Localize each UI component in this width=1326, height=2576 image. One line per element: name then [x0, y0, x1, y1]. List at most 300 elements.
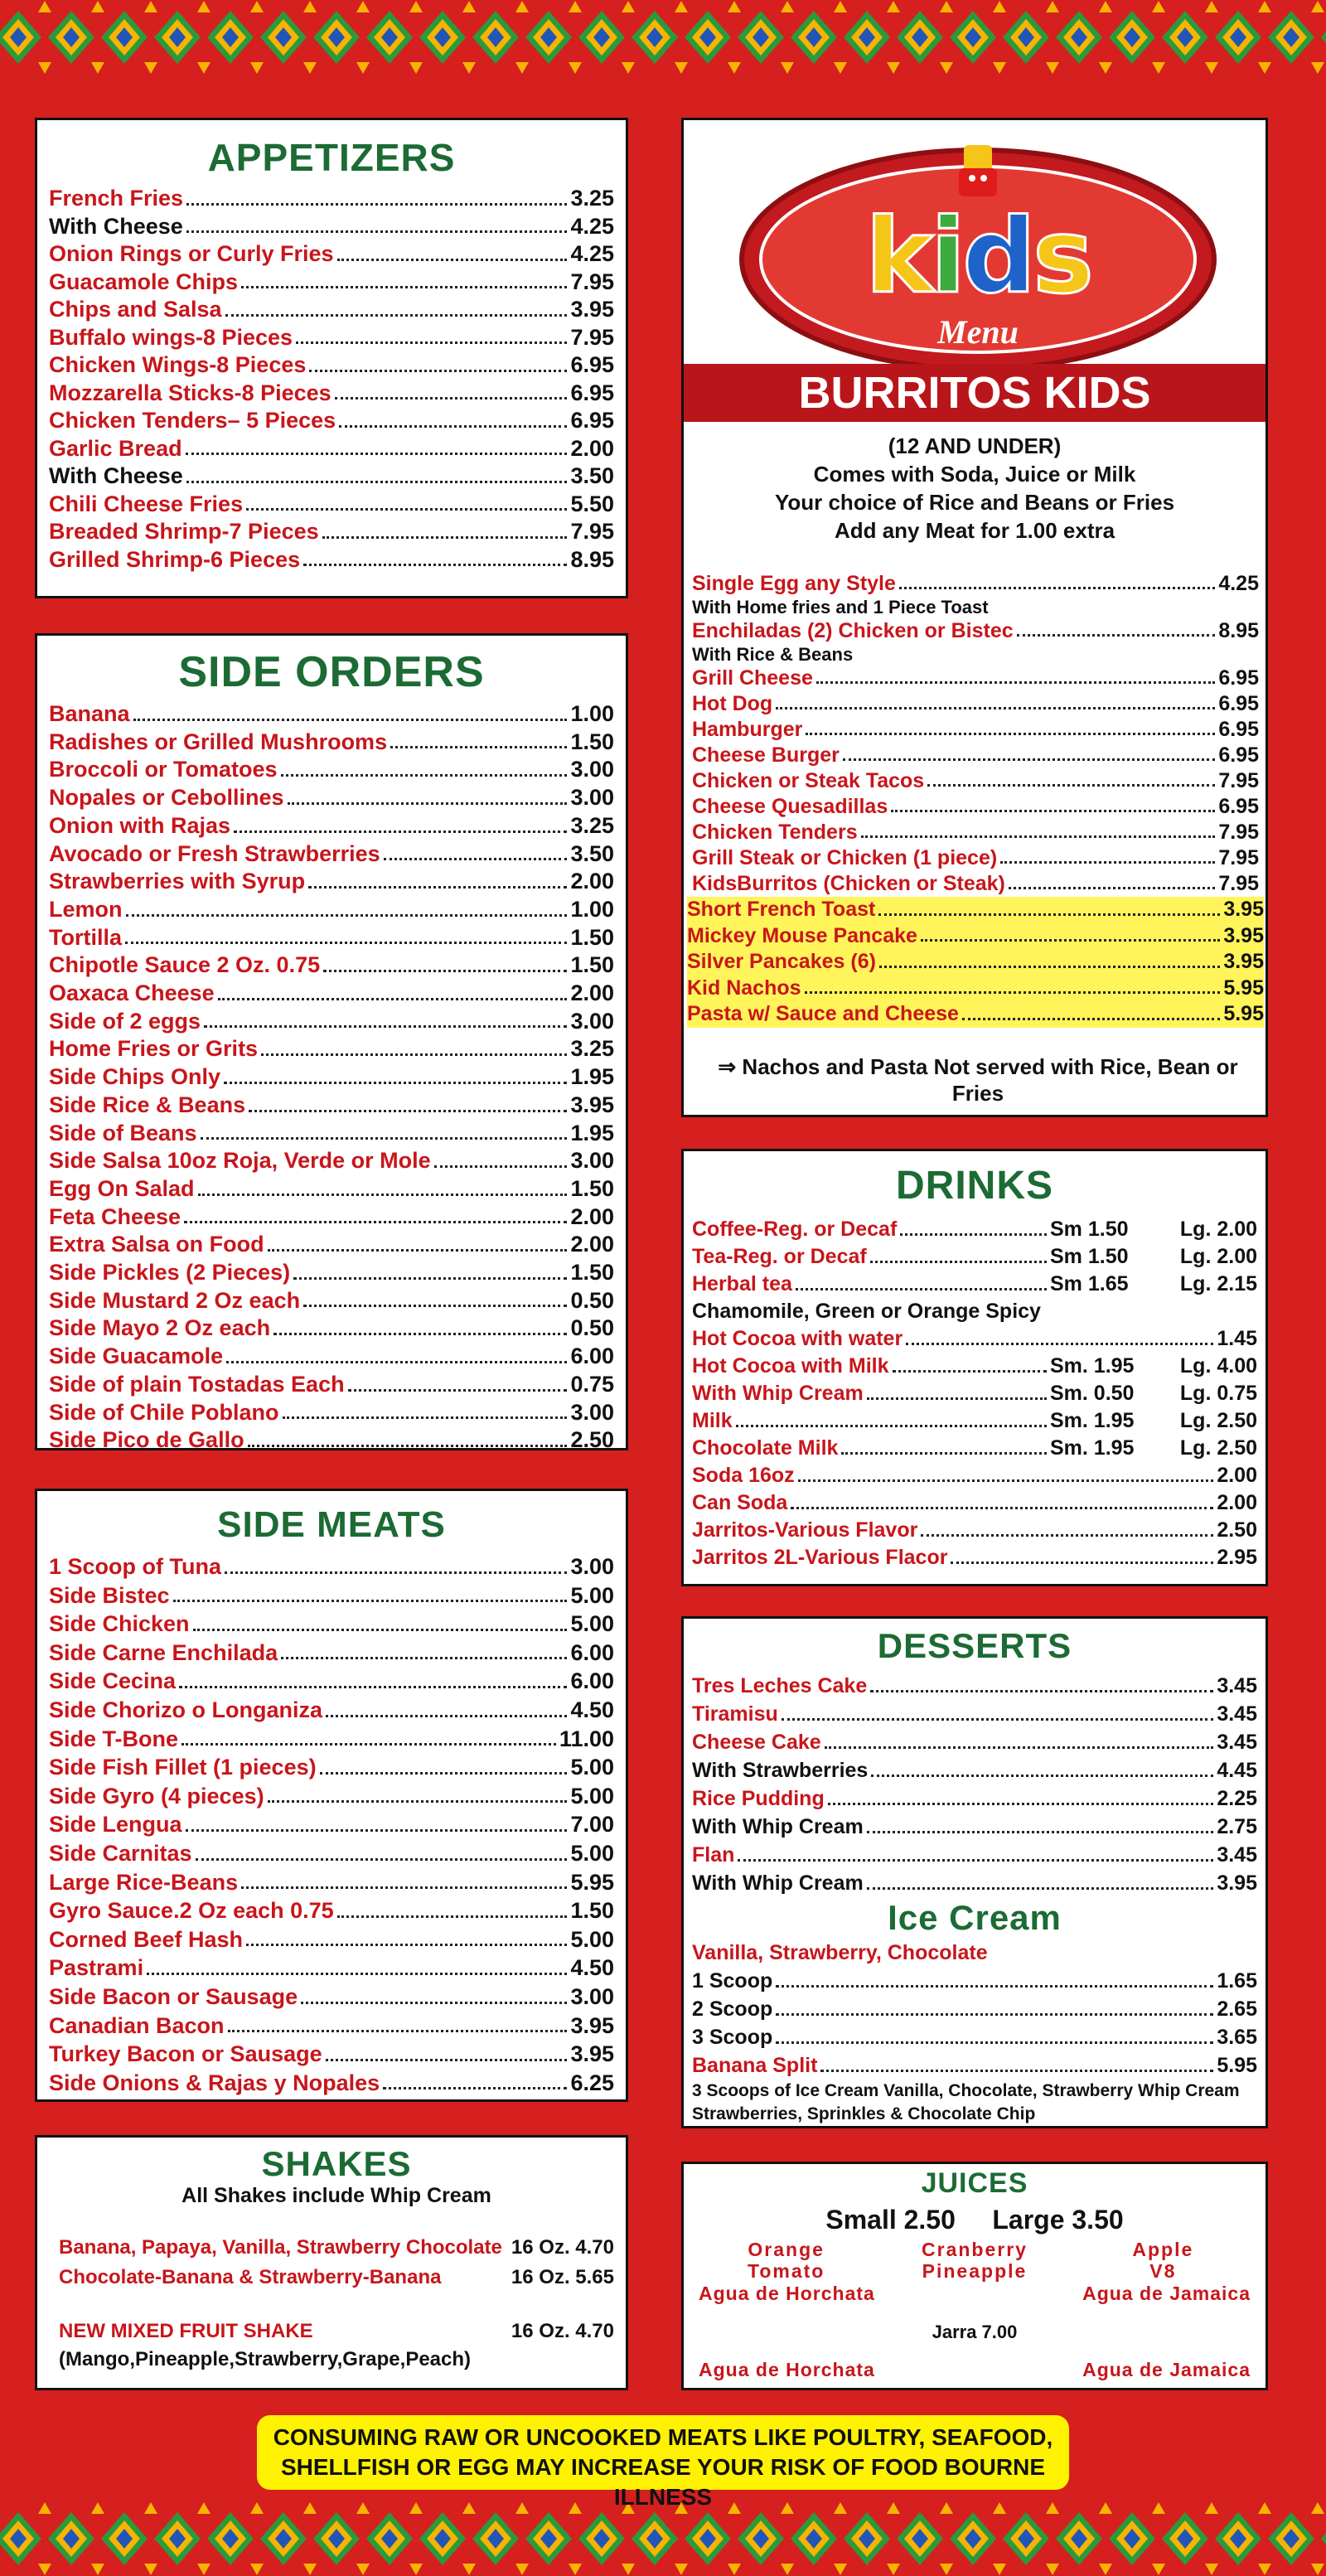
menu-item-name: Side Onions & Rajas y Nopales [49, 2070, 380, 2095]
drink-item: Jarritos 2L-Various Flacor 2.95 [692, 1546, 1257, 1569]
menu-item-name: Flan [692, 1843, 735, 1867]
menu-item-price: 4.50 [570, 1955, 614, 1981]
menu-item [692, 2051, 1257, 2080]
menu-item-price: 1.65 [1217, 1969, 1257, 1993]
menu-item-name: Broccoli or Tomatoes [49, 757, 278, 782]
menu-item [687, 976, 1264, 1002]
kids-logo-sub: Menu [937, 313, 1019, 351]
border-diamond [1321, 2512, 1326, 2565]
menu-item [49, 1063, 614, 1092]
menu-item-price: 4.50 [570, 1697, 614, 1722]
menu-item-price: 2.00 [570, 1232, 614, 1257]
border-diamond [0, 2512, 41, 2565]
menu-item [692, 1784, 1257, 1813]
bottom-border-pattern [0, 2501, 1326, 2576]
border-diamond [632, 2512, 678, 2565]
menu-item-name: Onion Rings or Curly Fries [49, 241, 334, 266]
menu-item [49, 1610, 614, 1639]
menu-item-price: 6.25 [570, 2070, 614, 2095]
menu-item [692, 717, 1259, 743]
menu-item-name: Side Gyro (4 pieces) [49, 1783, 264, 1809]
menu-item [49, 1120, 614, 1148]
menu-item [49, 1008, 614, 1036]
drink-item: Soda 16oz 2.00 [692, 1464, 1257, 1487]
menu-item-price: 3.00 [570, 1983, 614, 2009]
menu-item [49, 1696, 614, 1725]
border-diamond [48, 11, 94, 64]
menu-item-name: Oaxaca Cheese [49, 981, 215, 1006]
juices-row-4 [692, 2358, 1257, 2381]
dot-leader [1009, 887, 1215, 889]
menu-item-name: Side Salsa 10oz Roja, Verde or Mole [49, 1148, 431, 1174]
dot-leader [186, 1829, 568, 1832]
menu-item-price: 6.00 [570, 1344, 614, 1369]
menu-item-price: 3.45 [1217, 1702, 1257, 1726]
menu-item [49, 324, 614, 352]
border-diamond [366, 11, 413, 64]
menu-item-name: Side of plain Tostadas Each [49, 1371, 345, 1397]
menu-item-price: 3.00 [570, 1148, 614, 1174]
menu-item-price: 2.00 [570, 981, 614, 1006]
menu-item-price: 6.95 [570, 352, 614, 377]
border-diamond [685, 11, 731, 64]
border-diamond [207, 2512, 254, 2565]
menu-item-name: Turkey Bacon or Sausage [49, 2041, 322, 2067]
dot-leader [261, 1053, 567, 1056]
menu-item [49, 1203, 614, 1232]
menu-item-name: 3 Scoop [692, 2026, 773, 2049]
menu-item-price: 2.25 [1217, 1787, 1257, 1810]
menu-item-name: Chipotle Sauce 2 Oz. 0.75 [49, 952, 321, 978]
dot-leader [179, 1686, 567, 1688]
dot-leader [383, 2087, 567, 2089]
menu-item-price: 2.65 [1217, 1997, 1257, 2021]
menu-item-price: 5.50 [570, 491, 614, 516]
menu-item-name: Garlic Bread [49, 435, 182, 461]
border-diamond [685, 2512, 731, 2565]
border-diamond [632, 11, 678, 64]
menu-item-price: 2.00 [570, 869, 614, 894]
kids-intro-line: Comes with Soda, Juice or Milk [813, 462, 1136, 487]
menu-item-name: 1 Scoop of Tuna [49, 1554, 221, 1579]
menu-item-price: 2.50 [570, 1427, 614, 1453]
drink-item: Chocolate Milk Sm. 1.95 Lg. 2.50 [692, 1436, 1257, 1460]
border-diamond [791, 11, 837, 64]
menu-item-price: 3.00 [570, 1008, 614, 1034]
menu-item [49, 351, 614, 380]
menu-item-name: Canadian Bacon [49, 2012, 225, 2038]
kids-intro-line: Your choice of Rice and Beans or Fries [774, 490, 1175, 515]
dot-leader [326, 2059, 568, 2061]
menu-item-price: 3.65 [1217, 2026, 1257, 2049]
kids-intro-line: Add any Meat for 1.00 extra [834, 518, 1115, 543]
drink-item: With Whip Cream Sm. 0.50 Lg. 0.75 [692, 1382, 1257, 1405]
border-diamond [1056, 2512, 1102, 2565]
menu-item-price: 5.00 [570, 1755, 614, 1780]
menu-item [687, 923, 1264, 950]
dot-leader [147, 1973, 567, 1975]
border-diamond [950, 2512, 996, 2565]
dot-leader [962, 1018, 1220, 1020]
shakes-panel [35, 2135, 628, 2390]
menu-item-name: Breaded Shrimp-7 Pieces [49, 519, 319, 544]
border-diamond [101, 2512, 148, 2565]
menu-item-name: Hamburger [692, 718, 803, 741]
juices-panel [681, 2162, 1268, 2390]
menu-item [49, 2040, 614, 2069]
menu-item-price: 0.50 [570, 1315, 614, 1341]
border-diamond [419, 2512, 466, 2565]
menu-item [49, 2012, 614, 2041]
dot-leader [301, 2002, 567, 2004]
menu-item-name: Side Bistec [49, 1582, 170, 1608]
dot-leader [303, 1305, 567, 1307]
kids-logo [733, 135, 1222, 375]
appetizers-list [49, 185, 614, 574]
shakes-title: SHAKES [261, 2144, 412, 2183]
menu-item [49, 1868, 614, 1897]
menu-item [692, 571, 1259, 597]
menu-item [49, 462, 614, 491]
dot-leader [184, 1221, 567, 1223]
menu-item [687, 949, 1264, 976]
appetizers-title: APPETIZERS [207, 136, 456, 179]
menu-item-name: Buffalo wings-8 Pieces [49, 324, 293, 350]
menu-item-price: 7.95 [570, 269, 614, 294]
menu-item-price: 3.50 [570, 840, 614, 866]
menu-item-price: 7.95 [1218, 846, 1259, 869]
drinks-title: DRINKS [895, 1164, 1053, 1208]
menu-item-price: 6.95 [570, 380, 614, 405]
menu-item [692, 1672, 1257, 1700]
menu-item-name: Guacamole Chips [49, 269, 239, 294]
ice-cream-title: Ice Cream [888, 1898, 1062, 1937]
menu-item [49, 1343, 614, 1371]
kids-note: ⇒ Nachos and Pasta Not served with Rice, Bean or Fries [718, 1054, 1238, 1106]
dot-leader [186, 481, 568, 483]
menu-item-price: 7.95 [570, 519, 614, 544]
menu-item [49, 1147, 614, 1175]
side-meats-panel [35, 1489, 628, 2102]
dot-leader [234, 830, 567, 833]
menu-item-price: 1.50 [570, 1175, 614, 1201]
menu-item-name: KidsBurritos (Chicken or Steak) [692, 872, 1005, 895]
juice-flavor: Agua de Jamaica [1082, 2283, 1251, 2304]
dot-leader [879, 966, 1220, 968]
menu-item-price: 3.00 [570, 1554, 614, 1579]
dot-leader [226, 1361, 567, 1363]
dot-leader [186, 203, 567, 206]
menu-item-price: 7.95 [1218, 821, 1259, 844]
desserts-list [692, 1672, 1257, 1897]
dot-leader [273, 1333, 567, 1335]
juice-flavor: Orange [748, 2239, 825, 2260]
side-orders-panel [35, 633, 628, 1453]
shake-item: Banana, Papaya, Vanilla, Strawberry Chocolate 16 Oz. 4.70 [59, 2236, 614, 2259]
menu-item-price: 5.00 [570, 1582, 614, 1608]
menu-item-price: 6.95 [1218, 718, 1259, 741]
menu-item [692, 1756, 1257, 1784]
menu-item-price: 7.00 [570, 1812, 614, 1838]
menu-item-name: Side Cecina [49, 1668, 177, 1694]
menu-item-price: 3.95 [570, 2012, 614, 2038]
menu-item-price: 1.50 [570, 1898, 614, 1924]
menu-item [49, 1371, 614, 1399]
menu-item-name: Strawberries with Syrup [49, 869, 306, 894]
kids-intro-line: (12 AND UNDER) [888, 433, 1062, 458]
dot-leader [281, 774, 568, 777]
drink-item: Coffee-Reg. or Decaf Sm 1.50 Lg. 2.00 [692, 1218, 1257, 1241]
border-diamond [207, 11, 254, 64]
dot-leader [1000, 861, 1215, 864]
menu-item-price: 1.00 [570, 896, 614, 922]
dot-leader [1017, 634, 1216, 637]
menu-item-name: With Home fries and 1 Piece Toast [692, 597, 989, 617]
menu-item-price: 3.95 [570, 297, 614, 322]
kids-panel [681, 118, 1268, 1117]
menu-item [49, 1426, 614, 1455]
menu-item-name: Tortilla [49, 924, 123, 950]
border-diamond [1109, 2512, 1155, 2565]
menu-item [49, 784, 614, 812]
dot-leader [201, 1137, 568, 1140]
menu-item [49, 729, 614, 757]
dot-leader [193, 1629, 568, 1631]
menu-item-name: With Strawberries [692, 1759, 869, 1782]
menu-item-name: Avocado or Fresh Strawberries [49, 840, 380, 866]
border-diamond [791, 2512, 837, 2565]
menu-item-name: Mozzarella Sticks-8 Pieces [49, 380, 332, 405]
dot-leader [776, 2013, 1213, 2016]
menu-item-name: Gyro Sauce.2 Oz each 0.75 [49, 1898, 334, 1924]
dot-leader [738, 1859, 1213, 1862]
ice-cream-list [692, 1967, 1257, 2080]
menu-item-name: Rice Pudding [692, 1787, 825, 1810]
menu-item [49, 924, 614, 952]
side-orders-title: SIDE ORDERS [178, 648, 485, 696]
drink-item: Jarritos-Various Flavor 2.50 [692, 1518, 1257, 1542]
menu-item-name: Pastrami [49, 1955, 144, 1981]
dot-leader [268, 1249, 568, 1252]
menu-item-name: Grill Steak or Chicken (1 piece) [692, 846, 998, 869]
menu-item-name: With Rice & Beans [692, 644, 854, 665]
menu-item [49, 868, 614, 896]
shake-item: Chocolate-Banana & Strawberry-Banana 16 Oz. 5.65 [59, 2266, 614, 2288]
menu-item-name: Side Carne Enchilada [49, 1639, 278, 1665]
menu-item-name: Corned Beef Hash [49, 1926, 244, 1952]
dot-leader [320, 1772, 568, 1775]
dot-leader [776, 1985, 1213, 1988]
menu-item [49, 1552, 614, 1581]
border-diamond [950, 11, 996, 64]
drinks-panel [681, 1149, 1268, 1586]
dot-leader [225, 1571, 567, 1574]
dot-leader [820, 2070, 1213, 2072]
menu-item-name: Mickey Mouse Pancake [687, 923, 917, 947]
side-meats-list [49, 1552, 614, 2097]
menu-item-name: French Fries [49, 186, 184, 211]
menu-item-name: 2 Scoop [692, 1997, 773, 2021]
menu-item-price: 1.50 [570, 729, 614, 754]
drink-item: Can Soda 2.00 [692, 1491, 1257, 1514]
menu-item-price: 6.00 [570, 1639, 614, 1665]
menu-item-price: 3.95 [1223, 950, 1264, 973]
border-diamond [1003, 11, 1049, 64]
dot-leader [225, 314, 568, 317]
menu-item [692, 871, 1259, 897]
menu-item-name: Chicken Wings-8 Pieces [49, 352, 307, 377]
menu-item-name: Side Chips Only [49, 1064, 221, 1090]
menu-item-price: 0.75 [570, 1371, 614, 1397]
menu-item [49, 1782, 614, 1811]
menu-item [49, 812, 614, 840]
menu-item-price: 6.95 [570, 408, 614, 433]
menu-item-price: 2.75 [1217, 1815, 1257, 1838]
dot-leader [861, 835, 1216, 838]
menu-item [49, 518, 614, 546]
menu-item [49, 546, 614, 574]
juice-flavor: Agua de Horchata [699, 2283, 875, 2304]
menu-item [49, 1231, 614, 1259]
menu-item [692, 794, 1259, 820]
dot-leader [126, 914, 568, 917]
menu-item-name: Side Rice & Beans [49, 1092, 246, 1117]
dot-leader [921, 939, 1220, 942]
menu-item-name: Banana Split [692, 2054, 818, 2077]
dot-leader [335, 397, 568, 399]
menu-item [49, 756, 614, 784]
menu-item [49, 1315, 614, 1343]
dot-leader [296, 341, 567, 344]
menu-item-price: 4.45 [1217, 1759, 1257, 1782]
menu-item-price: 6.95 [1218, 795, 1259, 818]
side-orders-list [49, 700, 614, 1455]
menu-item [692, 820, 1259, 845]
menu-item-name: Side Chicken [49, 1611, 190, 1637]
menu-item [49, 1287, 614, 1315]
dot-leader [434, 1165, 568, 1168]
border-diamond [1003, 2512, 1049, 2565]
menu-item-price: 5.00 [570, 1611, 614, 1637]
border-diamond [1162, 11, 1208, 64]
juice-flavor: Cranberry [922, 2239, 1028, 2260]
dot-leader [805, 991, 1221, 994]
menu-item [49, 296, 614, 324]
menu-item-price: 5.00 [570, 1840, 614, 1866]
menu-item [49, 491, 614, 519]
menu-item-price: 3.50 [570, 463, 614, 488]
menu-item-name: With Whip Cream [692, 1815, 864, 1838]
dot-leader [249, 1110, 567, 1112]
dot-leader [825, 1746, 1214, 1749]
menu-item [49, 185, 614, 213]
dot-leader [816, 681, 1215, 684]
menu-item [49, 1639, 614, 1668]
menu-item [49, 1983, 614, 2012]
menu-item-price: 2.00 [570, 435, 614, 461]
menu-item-name: Onion with Rajas [49, 812, 231, 838]
dot-leader [246, 508, 567, 511]
dot-leader [322, 536, 568, 539]
dot-leader [288, 802, 568, 805]
dot-leader [867, 1887, 1214, 1890]
juice-flavor: Agua de Horchata [699, 2359, 875, 2380]
dot-leader [878, 913, 1220, 916]
dot-leader [828, 1803, 1214, 1805]
border-diamond [0, 11, 41, 64]
menu-item-name: Egg On Salad [49, 1175, 195, 1201]
dot-leader [268, 1800, 568, 1803]
menu-item-name: Feta Cheese [49, 1203, 181, 1229]
menu-item-price: 1.50 [570, 952, 614, 978]
menu-item-name: Pasta w/ Sauce and Cheese [687, 1002, 959, 1025]
menu-item [49, 1667, 614, 1696]
menu-item [49, 240, 614, 269]
dot-leader [246, 1944, 567, 1946]
dot-leader [326, 1715, 567, 1717]
dot-leader [186, 230, 568, 233]
menu-item [49, 1399, 614, 1427]
menu-item [49, 269, 614, 297]
menu-item-price: 7.95 [1218, 769, 1259, 792]
border-diamond [1215, 11, 1261, 64]
dot-leader [927, 784, 1215, 787]
menu-item-price: 3.95 [1217, 1871, 1257, 1895]
menu-item-name: Side Guacamole [49, 1344, 224, 1369]
menu-item [49, 380, 614, 408]
dot-leader [843, 758, 1215, 761]
menu-item-name: Nopales or Cebollines [49, 785, 284, 811]
border-diamond [260, 11, 307, 64]
menu-item-name: Chicken Tenders [692, 821, 858, 844]
menu-item-price: 5.00 [570, 1926, 614, 1952]
juices-row-1 [692, 2239, 1257, 2260]
menu-item-name: Hot Dog [692, 692, 773, 715]
menu-item-name: Side Mayo 2 Oz each [49, 1315, 271, 1341]
border-diamond [525, 2512, 572, 2565]
menu-item [49, 407, 614, 435]
menu-item [692, 1869, 1257, 1897]
menu-item [692, 1967, 1257, 1995]
dot-leader [293, 1277, 567, 1280]
juice-flavor: Agua de Jamaica [1082, 2359, 1251, 2380]
desserts-title: DESSERTS [877, 1626, 1072, 1665]
border-diamond [313, 2512, 360, 2565]
menu-item-name: Single Egg any Style [692, 572, 896, 595]
juices-row-3 [692, 2282, 1257, 2305]
menu-item-price: 5.95 [1223, 976, 1264, 1000]
menu-item-name: Cheese Quesadillas [692, 795, 888, 818]
menu-item [49, 213, 614, 241]
menu-item-name: Chicken or Steak Tacos [692, 769, 925, 792]
menu-item-name: Banana [49, 701, 130, 726]
dot-leader [348, 1389, 568, 1392]
shakes-new-item: NEW MIXED FRUIT SHAKE 16 Oz. 4.70 [59, 2320, 614, 2342]
menu-item-price: 1.50 [570, 1260, 614, 1286]
dot-leader [308, 886, 567, 889]
menu-item [49, 700, 614, 729]
border-diamond [101, 11, 148, 64]
top-border-pattern [0, 0, 1326, 75]
menu-item-price: 3.00 [570, 1399, 614, 1425]
kids-logo-text: kids [865, 197, 1091, 317]
dot-leader [241, 1886, 567, 1889]
menu-item [692, 1728, 1257, 1756]
menu-item-name: Chips and Salsa [49, 297, 222, 322]
menu-item-price: 7.95 [570, 324, 614, 350]
menu-item-name: Grill Cheese [692, 666, 813, 690]
menu-item-price: 8.95 [570, 546, 614, 572]
